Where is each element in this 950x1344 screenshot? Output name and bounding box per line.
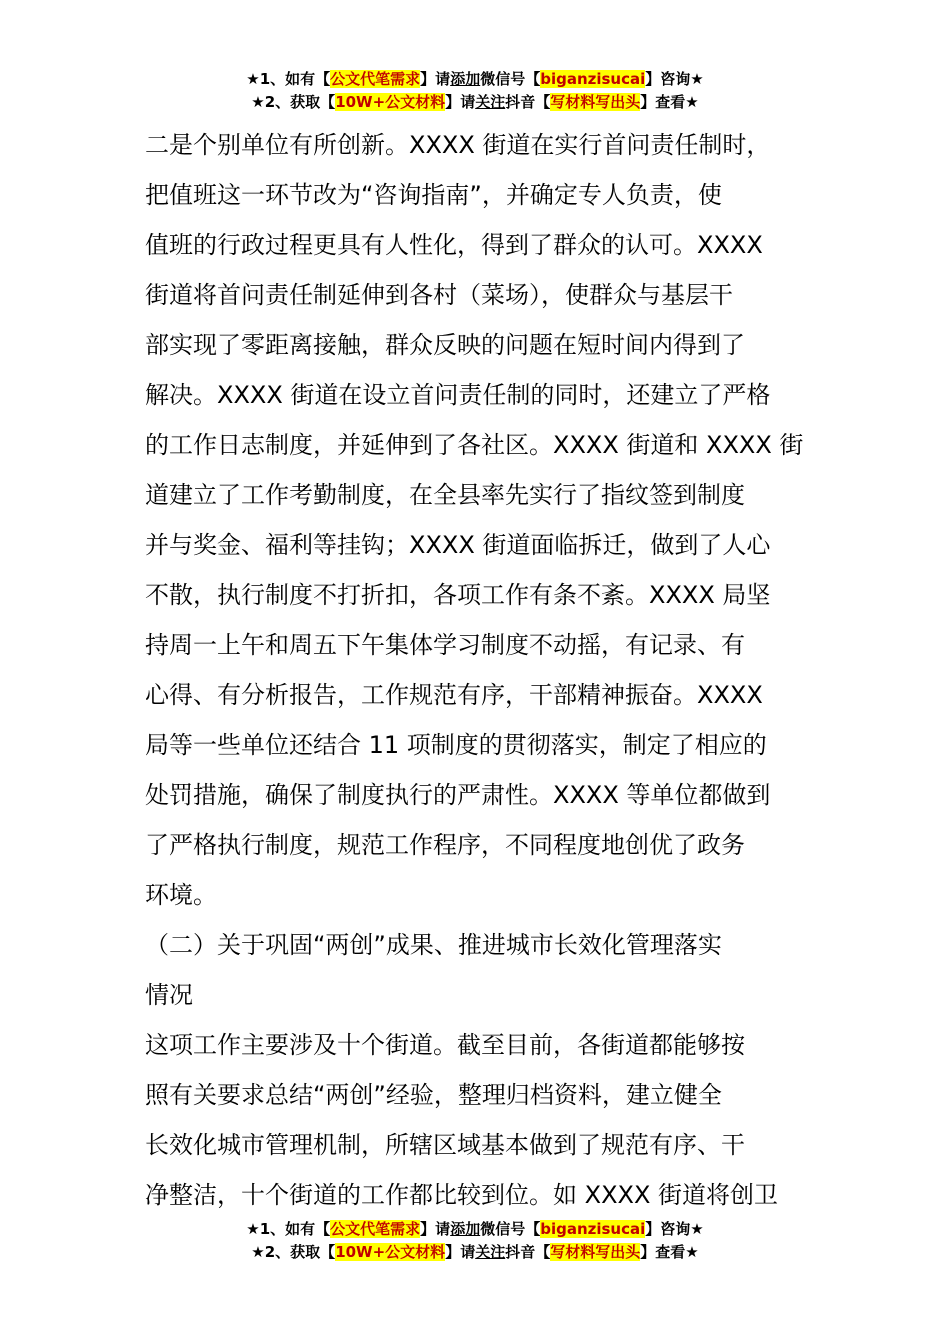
body-line: 街道将首问责任制延伸到各村（菜场），使群众与基层干 — [145, 281, 733, 309]
body-line: 不散，执行制度不打折扣，各项工作有条不紊。XXXX 局坚 — [145, 581, 771, 609]
banner-underline: 添加 — [450, 70, 481, 88]
body-line: 长效化城市管理机制，所辖区域基本做到了规范有序、干 — [145, 1131, 745, 1159]
banner-text: 微信号【 — [480, 1220, 541, 1238]
banner-text: ★2、获取【 — [251, 93, 336, 111]
banner-text: ★1、如有【 — [246, 1220, 331, 1238]
body-line: 这项工作主要涉及十个街道。截至目前，各街道都能够按 — [145, 1031, 745, 1059]
banner-text: 抖音【 — [505, 93, 551, 111]
banner-text: ★2、获取【 — [251, 1243, 336, 1261]
banner-highlight: 10W+公文材料 — [335, 93, 446, 111]
body-line: 处罚措施，确保了制度执行的严肃性。XXXX 等单位都做到 — [145, 781, 771, 809]
body-line: 净整洁，十个街道的工作都比较到位。如 XXXX 街道将创卫 — [145, 1181, 779, 1209]
banner-highlight: 公文代笔需求 — [330, 1220, 421, 1238]
body-line: 解决。XXXX 街道在设立首问责任制的同时，还建立了严格 — [145, 381, 771, 409]
banner-highlight: 10W+公文材料 — [335, 1243, 446, 1261]
banner-line-2 — [0, 1241, 950, 1264]
banner-line-1 — [0, 68, 950, 91]
banner-underline: 关注 — [475, 1243, 506, 1261]
body-line: 把值班这一环节改为“咨询指南”，并确定专人负责，使 — [145, 181, 722, 209]
body-line: 了严格执行制度，规范工作程序，不同程度地创优了政务 — [145, 831, 745, 859]
banner-highlight: biganzisucai — [540, 1220, 646, 1238]
document-body — [145, 120, 810, 1220]
body-line: 并与奖金、福利等挂钩；XXXX 街道面临拆迁，做到了人心 — [145, 531, 771, 559]
banner-text: 】请 — [420, 70, 451, 88]
footer-banner — [0, 1218, 950, 1264]
banner-text: 】请 — [445, 1243, 476, 1261]
banner-highlight: 写材料写出头 — [550, 93, 641, 111]
banner-text: 】咨询★ — [645, 70, 704, 88]
banner-text: 】查看★ — [640, 1243, 699, 1261]
body-line: 道建立了工作考勤制度，在全县率先实行了指纹签到制度 — [145, 481, 745, 509]
body-line: 局等一些单位还结合 11 项制度的贯彻落实，制定了相应的 — [145, 731, 767, 759]
body-line: 环境。 — [145, 881, 217, 909]
banner-highlight: 公文代笔需求 — [330, 70, 421, 88]
body-line: 持周一上午和周五下午集体学习制度不动摇，有记录、有 — [145, 631, 745, 659]
body-line: 的工作日志制度，并延伸到了各社区。XXXX 街道和 XXXX 街 — [145, 431, 804, 459]
banner-text: ★1、如有【 — [246, 70, 331, 88]
body-line: 照有关要求总结“两创”经验，整理归档资料，建立健全 — [145, 1081, 722, 1109]
banner-text: 】请 — [445, 93, 476, 111]
banner-underline: 添加 — [450, 1220, 481, 1238]
banner-text: 】咨询★ — [645, 1220, 704, 1238]
banner-text: 】请 — [420, 1220, 451, 1238]
body-line: 值班的行政过程更具有人性化，得到了群众的认可。XXXX — [145, 231, 763, 259]
body-line: 心得、有分析报告，工作规范有序，干部精神振奋。XXXX — [145, 681, 763, 709]
banner-line-2 — [0, 91, 950, 114]
banner-highlight: 写材料写出头 — [550, 1243, 641, 1261]
section-heading-line: 情况 — [145, 981, 193, 1009]
body-line: 部实现了零距离接触，群众反映的问题在短时间内得到了 — [145, 331, 745, 359]
banner-highlight: biganzisucai — [540, 70, 646, 88]
banner-text: 微信号【 — [480, 70, 541, 88]
banner-underline: 关注 — [475, 93, 506, 111]
banner-text: 抖音【 — [505, 1243, 551, 1261]
banner-text: 】查看★ — [640, 93, 699, 111]
header-banner — [0, 68, 950, 114]
body-line: 二是个别单位有所创新。XXXX 街道在实行首问责任制时， — [145, 131, 771, 159]
section-heading-line: （二）关于巩固“两创”成果、推进城市长效化管理落实 — [145, 931, 722, 959]
banner-line-1 — [0, 1218, 950, 1241]
